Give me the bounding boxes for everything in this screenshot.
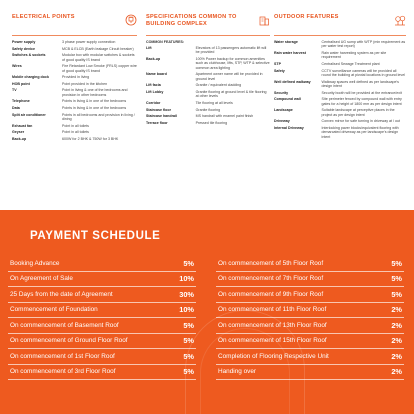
common-header: [146, 14, 270, 36]
spec-label: Compound wall: [274, 97, 301, 102]
spec-label: Mobile charging dock: [12, 75, 49, 80]
spec-row: [12, 40, 137, 44]
spec-value: Centralised Sewage Treatment plant: [321, 62, 380, 66]
payment-percentage: 2%: [391, 305, 402, 315]
spec-label: Internal Driveway: [274, 125, 304, 130]
common-title-line1: SPECIFICATIONS COMMON TO: [146, 14, 237, 20]
outdoor-header: [274, 14, 406, 36]
common-subheading: COMMON FEATURES:: [146, 40, 185, 44]
spec-row: [12, 113, 137, 122]
payment-milestone: On commencement of 9th Floor Roof: [218, 290, 324, 298]
payment-row: [8, 349, 196, 365]
electrical-header: [12, 14, 137, 36]
spec-value: Provided in living: [62, 75, 90, 80]
spec-row: [146, 72, 270, 81]
spec-label: Staircase handrail: [146, 114, 177, 119]
building-icon: [258, 14, 270, 26]
spec-label: Exhaust fan: [12, 123, 33, 128]
payment-row: [8, 365, 196, 381]
electrical-points-column: [12, 14, 137, 143]
payment-schedule-title: PAYMENT SCHEDULE: [30, 230, 161, 242]
spec-value: Apartment owner name will be provided in ground level: [195, 72, 263, 81]
spec-row: [12, 53, 137, 62]
spec-value: Rain water harvesting system as per site requirement: [321, 51, 387, 60]
spec-row: [146, 121, 270, 125]
spec-value: 3 phase power supply connection: [62, 40, 116, 44]
electrical-list: [12, 40, 137, 141]
spec-label: STP: [274, 62, 281, 66]
payment-percentage: 30%: [179, 289, 194, 299]
tree-icon: [394, 14, 406, 26]
electrical-title: ELECTRICAL POINTS: [12, 14, 75, 20]
spec-label: Name board: [146, 72, 167, 77]
spec-label: Safety: [274, 68, 285, 73]
spec-value: Suitable landscape at perceptive places in the project as per design intent: [321, 108, 395, 117]
spec-value: MS handrail with enamel paint finish: [195, 114, 254, 119]
payment-row: [216, 349, 404, 365]
spec-value: Security booth will be provided at the entrance/exit: [321, 90, 402, 95]
spec-label: Geyser: [12, 130, 25, 135]
payment-milestone: On commencement of 1st Floor Roof: [10, 352, 115, 360]
payment-schedule-section: [0, 210, 414, 414]
payment-percentage: 5%: [183, 258, 194, 268]
spec-label: HOB point: [12, 81, 30, 86]
spec-row: [274, 126, 406, 139]
spec-label: Terrace floor: [146, 120, 168, 125]
payment-row: [216, 318, 404, 334]
common-list: [146, 46, 270, 125]
spec-value: Point provided in the kitchen: [62, 81, 108, 86]
spec-row: [146, 83, 270, 87]
spec-label: Lift facia: [146, 83, 161, 88]
spec-value: Pressed tile flooring: [195, 120, 228, 125]
spec-row: [12, 82, 137, 86]
spec-row: [12, 130, 137, 134]
spec-row: [146, 101, 270, 105]
spec-value: Granite flooring: [195, 107, 221, 112]
outdoor-features-column: [274, 14, 406, 141]
common-title-line2: BUILDING COMPLEX: [146, 20, 208, 27]
spec-row: [274, 119, 406, 123]
spec-value: Points in living & in one of the bedrooms: [62, 105, 127, 110]
outdoor-title: OUTDOOR FEATURES: [274, 14, 339, 20]
spec-label: Rain water harvest: [274, 51, 306, 55]
spec-value: Elevators of 13 passengers automatic lift will be provided: [195, 46, 267, 55]
payment-row: [216, 287, 404, 303]
spec-label: TV: [12, 88, 17, 93]
spec-value: CCTV surveillance cameras will be provided all round the building at pivotal locations in ground level: [321, 68, 406, 77]
spec-value: Walkway spaces well defined as per landscape's design intent: [321, 79, 399, 88]
payment-milestone: Completion of Flooring Respective Unit: [218, 352, 329, 360]
spec-value: 600W for 2 BHK & 750W for 3 BHK: [62, 136, 119, 141]
spec-value: Granite flooring at ground level & tile flooring at other levels: [195, 90, 267, 99]
spec-label: Staircase floor: [146, 107, 171, 112]
spec-label: Switches & sockets: [12, 53, 46, 58]
spec-label: Safety device: [12, 46, 35, 51]
payment-row: [8, 272, 196, 288]
payment-percentage: 2%: [391, 320, 402, 330]
payment-milestone: On commencement of 7th Floor Roof: [218, 275, 324, 283]
payment-row: [216, 256, 404, 272]
spec-value: Site perimeter fenced by compound wall with entry gates for a height of 1800 mm as per design intent: [321, 97, 402, 106]
payment-column-left: [8, 256, 196, 380]
common-title: [146, 14, 237, 27]
spec-row: [12, 64, 137, 73]
payment-row: [8, 287, 196, 303]
spec-value: Centralised UG sump with WTP (min requirement as per water test report): [321, 40, 406, 49]
spec-row: [274, 97, 406, 106]
payment-column-right: [216, 256, 404, 380]
payment-milestone: On commencement of Ground Floor Roof: [10, 337, 128, 345]
spec-value: MCB & ELCB (Earth leakage Circuit breaker): [62, 46, 134, 51]
spec-label: Back-up: [12, 136, 27, 141]
spec-row: [12, 99, 137, 103]
spec-value: Interlocking paver blocks/equivalent flooring with demarcated driveway as per landscape's design intent: [321, 125, 399, 139]
spec-value: Point in all toilets: [62, 130, 89, 135]
spec-value: Points in all bedrooms and provision in living / dining: [62, 112, 135, 121]
spec-label: Driveway: [274, 119, 290, 124]
spec-label: Power supply: [12, 40, 36, 44]
payment-milestone: On commencement of Basement Roof: [10, 321, 119, 329]
spec-row: [146, 46, 270, 55]
spec-label: Lift Lobby: [146, 90, 164, 94]
spec-label: Landscape: [274, 108, 293, 113]
spec-label: Wires: [12, 64, 22, 69]
spec-value: Convex mirror for safe turning in driveway at / out: [321, 119, 401, 124]
spec-value: Fire Retardant Low Smoke (FRLS) copper wire of good quality IS brand: [62, 64, 137, 73]
payment-row: [8, 303, 196, 319]
payment-milestone: Booking Advance: [10, 259, 60, 267]
spec-label: Lift: [146, 46, 152, 50]
spec-value: Modular box with modular switches & sockets of good quality IS brand: [62, 53, 135, 62]
outdoor-list: [274, 40, 406, 139]
payment-milestone: On Agreement of Sale: [10, 275, 73, 283]
payment-milestone: Commencement of Foundation: [10, 306, 98, 314]
spec-label: Well defined walkway: [274, 79, 311, 84]
payment-row: [216, 303, 404, 319]
payment-row: [216, 272, 404, 288]
spec-label: Telephone: [12, 99, 30, 104]
payment-percentage: 5%: [183, 336, 194, 346]
spec-label: Security: [274, 90, 289, 95]
spec-row: [274, 91, 406, 95]
payment-percentage: 5%: [183, 351, 194, 361]
payment-milestone: On commencement of 11th Floor Roof: [218, 306, 327, 314]
spec-row: [146, 90, 270, 99]
common-specs-column: [146, 14, 270, 127]
spec-value: Granite / equivalent cladding: [195, 83, 242, 88]
spec-row: [274, 69, 406, 78]
spec-value: Tile flooring at all levels: [195, 101, 233, 105]
spec-row: [12, 47, 137, 51]
spec-value: Points in living & in one of the bedrooms: [62, 99, 127, 104]
spec-label: Water storage: [274, 40, 298, 44]
spec-row: [274, 108, 406, 117]
payment-percentage: 5%: [391, 258, 402, 268]
payment-row: [216, 365, 404, 381]
payment-row: [8, 318, 196, 334]
payment-milestone: 25 Days from the date of Agreement: [10, 290, 113, 298]
spec-label: Back-up: [146, 57, 161, 61]
spec-row: [274, 51, 406, 60]
spec-label: Data: [12, 105, 20, 110]
payment-percentage: 5%: [183, 367, 194, 377]
payment-row: [8, 256, 196, 272]
payment-percentage: 5%: [183, 320, 194, 330]
payment-milestone: On commencement of 13th Floor Roof: [218, 321, 327, 329]
spec-row: [12, 88, 137, 97]
spec-row: [274, 62, 406, 66]
spec-row: [12, 137, 137, 141]
payment-table: [8, 256, 404, 380]
spec-row: [274, 80, 406, 89]
plug-icon: [125, 14, 137, 26]
payment-row: [216, 334, 404, 350]
payment-milestone: On commencement of 15th Floor Roof: [218, 337, 327, 345]
spec-row: [12, 106, 137, 110]
spec-value: Point in all toilets: [62, 123, 89, 128]
spec-row: [274, 40, 406, 49]
spec-row: [146, 57, 270, 70]
spec-label: Split air conditioner: [12, 112, 46, 117]
payment-percentage: 2%: [391, 367, 402, 377]
spec-label: Corridor: [146, 101, 161, 105]
spec-row: [146, 114, 270, 118]
payment-milestone: On commencement of 5th Floor Roof: [218, 259, 324, 267]
payment-percentage: 5%: [391, 289, 402, 299]
spec-value: 100% Power backup for common amenities such as clubhouse, lifts, STP, WTP & selective common area lighting: [195, 57, 270, 70]
spec-row: [12, 75, 137, 79]
spec-value: Point in living & one of the bedrooms and provision in other bedrooms: [62, 88, 128, 97]
spec-row: [12, 124, 137, 128]
payment-milestone: Handing over: [218, 368, 257, 376]
payment-row: [8, 334, 196, 350]
payment-percentage: 10%: [179, 305, 194, 315]
payment-milestone: On commencement of 3rd Floor Roof: [10, 368, 116, 376]
payment-percentage: 2%: [391, 351, 402, 361]
payment-percentage: 5%: [391, 274, 402, 284]
spec-row: [146, 108, 270, 112]
payment-percentage: 10%: [179, 274, 194, 284]
payment-percentage: 2%: [391, 336, 402, 346]
